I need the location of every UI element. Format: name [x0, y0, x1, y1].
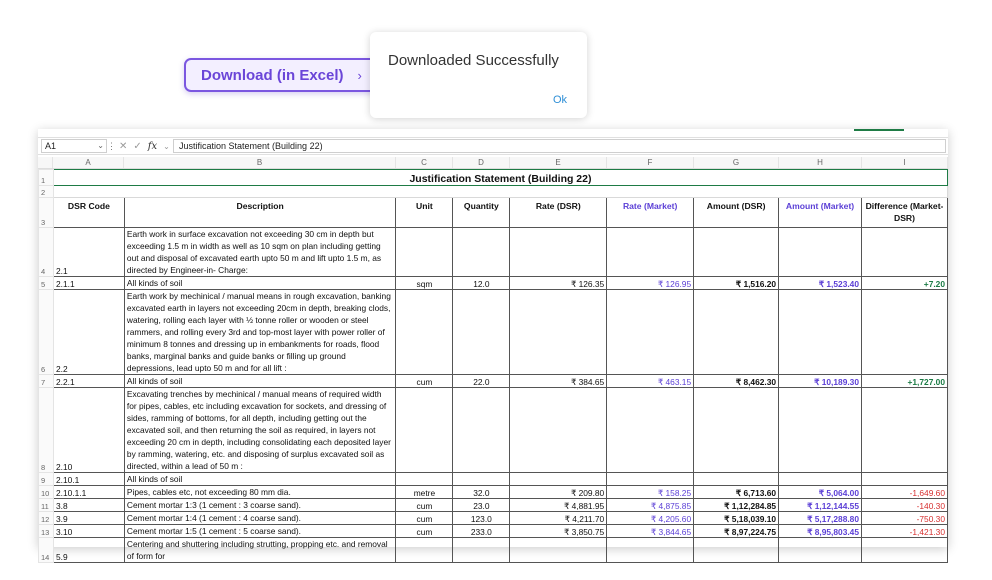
download-excel-button[interactable] [184, 58, 380, 92]
quantity-cell[interactable]: 123.0 [453, 512, 510, 525]
table-row [39, 228, 948, 277]
amount-market-cell[interactable]: ₹ 1,523.40 [779, 277, 862, 290]
rate-dsr-cell[interactable]: ₹ 209.80 [510, 486, 607, 499]
amount-dsr-cell[interactable]: ₹ 8,97,224.75 [694, 525, 779, 538]
enter-icon[interactable]: ✓ [133, 140, 142, 152]
rate-market-cell[interactable]: ₹ 158.25 [607, 486, 694, 499]
difference-cell[interactable]: -140.30 [862, 499, 948, 512]
dsr-code-cell[interactable]: 2.1.1 [53, 277, 124, 290]
header-quantity: Quantity [453, 198, 510, 228]
column-header[interactable]: D [453, 157, 510, 168]
rate-dsr-cell[interactable] [510, 290, 607, 375]
column-header[interactable]: I [862, 157, 948, 168]
amount-dsr-cell[interactable] [694, 538, 779, 563]
header-difference: Difference (Market-DSR) [862, 198, 948, 228]
quantity-cell[interactable] [453, 473, 510, 486]
toast-message: Downloaded Successfully [388, 52, 559, 69]
name-box-value: A1 [45, 141, 57, 151]
rate-dsr-cell[interactable] [510, 473, 607, 486]
row-number: 7 [39, 375, 54, 388]
amount-market-cell[interactable] [779, 290, 862, 375]
row-number: 11 [39, 499, 54, 512]
chevron-right-icon: › [357, 67, 362, 83]
cancel-icon[interactable]: ✕ [119, 140, 128, 152]
unit-cell[interactable] [396, 473, 453, 486]
description-cell[interactable]: Earth work by mechinical / manual means in rough excavation, banking excavated earth in layers not exceeding 20cm in depth, breaking clods, watering, rolling each layer with ½ tonne roller or wooden or steel rammers, and rolling every 3rd and top-most layer with power roller of minimum 8 tonnes and dressing up in embankments for roads, flood banks, marginal banks and guide banks or filling up ground depressions, lead upto 50 m and for all lift : [124, 290, 396, 375]
unit-cell[interactable]: cum [396, 375, 453, 388]
table-row [39, 277, 948, 290]
sheet-grid [38, 169, 948, 563]
description-cell[interactable]: All kinds of soil [124, 375, 396, 388]
amount-market-cell[interactable] [779, 388, 862, 473]
table-row [39, 538, 948, 563]
dsr-code-cell[interactable]: 3.9 [53, 512, 124, 525]
rate-dsr-cell[interactable]: ₹ 3,850.75 [510, 525, 607, 538]
header-dsr-code: DSR Code [53, 198, 124, 228]
amount-dsr-cell[interactable] [694, 473, 779, 486]
quantity-cell[interactable]: 12.0 [453, 277, 510, 290]
amount-dsr-cell[interactable] [694, 388, 779, 473]
header-description: Description [124, 198, 396, 228]
unit-cell[interactable]: cum [396, 525, 453, 538]
amount-market-cell[interactable] [779, 473, 862, 486]
difference-cell[interactable]: -750.30 [862, 512, 948, 525]
dsr-code-cell[interactable]: 2.10.1 [53, 473, 124, 486]
row-number: 13 [39, 525, 54, 538]
download-toast [370, 32, 587, 118]
rate-market-cell[interactable]: ₹ 4,205.60 [607, 512, 694, 525]
rate-market-cell[interactable] [607, 228, 694, 277]
header-rate-market: Rate (Market) [607, 198, 694, 228]
description-cell[interactable]: All kinds of soil [124, 277, 396, 290]
table-row [39, 525, 948, 538]
table-row [39, 473, 948, 486]
unit-cell[interactable] [396, 290, 453, 375]
quantity-cell[interactable]: 22.0 [453, 375, 510, 388]
dsr-code-cell[interactable]: 2.10 [53, 388, 124, 473]
difference-cell[interactable] [862, 228, 948, 277]
amount-market-cell[interactable] [779, 538, 862, 563]
row-number: 2 [39, 186, 54, 198]
rate-market-cell[interactable]: ₹ 126.95 [607, 277, 694, 290]
description-cell[interactable]: Cement mortar 1:5 (1 cement : 5 coarse sand). [124, 525, 396, 538]
header-amount-dsr: Amount (DSR) [694, 198, 779, 228]
dsr-code-cell[interactable]: 3.10 [53, 525, 124, 538]
amount-market-cell[interactable]: ₹ 5,17,288.80 [779, 512, 862, 525]
rate-market-cell[interactable]: ₹ 3,844.65 [607, 525, 694, 538]
unit-cell[interactable] [396, 388, 453, 473]
chevron-down-icon[interactable]: ⌄ [97, 141, 104, 150]
quantity-cell[interactable] [453, 538, 510, 563]
amount-market-cell[interactable]: ₹ 5,064.00 [779, 486, 862, 499]
function-icon[interactable]: fx [147, 140, 158, 152]
unit-cell[interactable] [396, 228, 453, 277]
amount-market-cell[interactable]: ₹ 8,95,803.45 [779, 525, 862, 538]
empty-row [53, 186, 947, 198]
dsr-code-cell[interactable]: 2.10.1.1 [53, 486, 124, 499]
amount-dsr-cell[interactable]: ₹ 1,12,284.85 [694, 499, 779, 512]
rate-dsr-cell[interactable] [510, 388, 607, 473]
column-header[interactable]: H [779, 157, 862, 168]
column-headers [38, 157, 948, 169]
rate-dsr-cell[interactable] [510, 538, 607, 563]
quantity-cell[interactable] [453, 228, 510, 277]
difference-cell[interactable]: +1,727.00 [862, 375, 948, 388]
rate-dsr-cell[interactable]: ₹ 4,881.95 [510, 499, 607, 512]
column-header[interactable]: A [53, 157, 124, 168]
rate-market-cell[interactable]: ₹ 463.15 [607, 375, 694, 388]
amount-dsr-cell[interactable]: ₹ 1,516.20 [694, 277, 779, 290]
header-amount-market: Amount (Market) [779, 198, 862, 228]
rate-market-cell[interactable] [607, 473, 694, 486]
header-unit: Unit [396, 198, 453, 228]
select-all-corner[interactable] [38, 157, 53, 168]
formula-bar [38, 137, 948, 155]
header-rate-dsr: Rate (DSR) [510, 198, 607, 228]
description-cell[interactable]: All kinds of soil [124, 473, 396, 486]
description-cell[interactable]: Pipes, cables etc, not exceeding 80 mm dia. [124, 486, 396, 499]
column-header[interactable]: E [510, 157, 607, 168]
unit-cell[interactable]: sqm [396, 277, 453, 290]
quantity-cell[interactable] [453, 290, 510, 375]
amount-market-cell[interactable] [779, 228, 862, 277]
amount-dsr-cell[interactable]: ₹ 5,18,039.10 [694, 512, 779, 525]
difference-cell[interactable]: -1,421.30 [862, 525, 948, 538]
column-header[interactable]: G [694, 157, 779, 168]
download-label: Download (in Excel) [201, 66, 344, 84]
quantity-cell[interactable]: 233.0 [453, 525, 510, 538]
rate-market-cell[interactable] [607, 290, 694, 375]
row-number: 6 [39, 290, 54, 375]
unit-cell[interactable]: cum [396, 512, 453, 525]
description-cell[interactable]: Cement mortar 1:3 (1 cement : 3 coarse sand). [124, 499, 396, 512]
row-number: 8 [39, 388, 54, 473]
dsr-code-cell[interactable]: 2.1 [53, 228, 124, 277]
difference-cell[interactable] [862, 290, 948, 375]
row-number: 10 [39, 486, 54, 499]
row-number: 12 [39, 512, 54, 525]
more-options-icon[interactable]: ⋮ [107, 140, 116, 151]
spreadsheet-window [38, 129, 948, 562]
amount-dsr-cell[interactable]: ₹ 6,713.60 [694, 486, 779, 499]
column-header[interactable]: C [396, 157, 453, 168]
row-number: 3 [39, 198, 54, 228]
table-row [39, 375, 948, 388]
quantity-cell[interactable]: 23.0 [453, 499, 510, 512]
amount-dsr-cell[interactable]: ₹ 8,462.30 [694, 375, 779, 388]
rate-dsr-cell[interactable]: ₹ 126.35 [510, 277, 607, 290]
description-cell[interactable]: Earth work in surface excavation not exceeding 30 cm in depth but exceeding 1.5 m in width as well as 10 sqm on plan including getting out and disposal of excavated earth upto 50 m and lift upto 1.5 m, as directed by Engineer-in- Charge: [124, 228, 396, 277]
column-header[interactable]: F [607, 157, 694, 168]
difference-cell[interactable]: +7.20 [862, 277, 948, 290]
table-row [39, 290, 948, 375]
table-row [39, 486, 948, 499]
column-header[interactable]: B [124, 157, 396, 168]
toast-ok-button[interactable]: Ok [552, 94, 567, 106]
active-tab-indicator [854, 129, 904, 131]
row-number: 1 [39, 170, 54, 186]
difference-cell[interactable] [862, 388, 948, 473]
dsr-code-cell[interactable]: 2.2 [53, 290, 124, 375]
rate-dsr-cell[interactable] [510, 228, 607, 277]
row-number: 5 [39, 277, 54, 290]
formula-input[interactable]: Justification Statement (Building 22) [173, 139, 946, 153]
unit-cell[interactable] [396, 538, 453, 563]
row-number: 14 [39, 538, 54, 563]
row-number: 4 [39, 228, 54, 277]
dsr-code-cell[interactable]: 3.8 [53, 499, 124, 512]
amount-dsr-cell[interactable] [694, 290, 779, 375]
amount-dsr-cell[interactable] [694, 228, 779, 277]
description-cell[interactable]: Centering and shuttering including strutting, propping etc. and removal of form for [124, 538, 396, 563]
difference-cell[interactable] [862, 538, 948, 563]
quantity-cell[interactable]: 32.0 [453, 486, 510, 499]
amount-market-cell[interactable]: ₹ 1,12,144.55 [779, 499, 862, 512]
rate-dsr-cell[interactable]: ₹ 384.65 [510, 375, 607, 388]
rate-dsr-cell[interactable]: ₹ 4,211.70 [510, 512, 607, 525]
rate-market-cell[interactable] [607, 388, 694, 473]
difference-cell[interactable] [862, 473, 948, 486]
row-number: 9 [39, 473, 54, 486]
quantity-cell[interactable] [453, 388, 510, 473]
unit-cell[interactable]: metre [396, 486, 453, 499]
dsr-code-cell[interactable]: 5.9 [53, 538, 124, 563]
rate-market-cell[interactable]: ₹ 4,875.85 [607, 499, 694, 512]
sheet-title[interactable]: Justification Statement (Building 22) [53, 170, 947, 186]
rate-market-cell[interactable] [607, 538, 694, 563]
description-cell[interactable]: Excavating trenches by mechinical / manual means of required width for pipes, cables, etc including excavation for sockets, and dressing of sides, ramming of bottoms, for all depth, including getting out the excavated soil, and then returning the soil as required, in layers not exceeding 20 cm in depth, including consolidating each deposited layer by ramming, watering, etc. and disposing of surplus excavated soil as directed, within a lead of 50 m : [124, 388, 396, 473]
table-row [39, 499, 948, 512]
name-box[interactable] [41, 139, 107, 153]
unit-cell[interactable]: cum [396, 499, 453, 512]
amount-market-cell[interactable]: ₹ 10,189.30 [779, 375, 862, 388]
dsr-code-cell[interactable]: 2.2.1 [53, 375, 124, 388]
chevron-down-icon[interactable]: ⌄ [163, 141, 170, 151]
description-cell[interactable]: Cement mortar 1:4 (1 cement : 4 coarse sand). [124, 512, 396, 525]
table-row [39, 388, 948, 473]
difference-cell[interactable]: -1,649.60 [862, 486, 948, 499]
table-row [39, 512, 948, 525]
